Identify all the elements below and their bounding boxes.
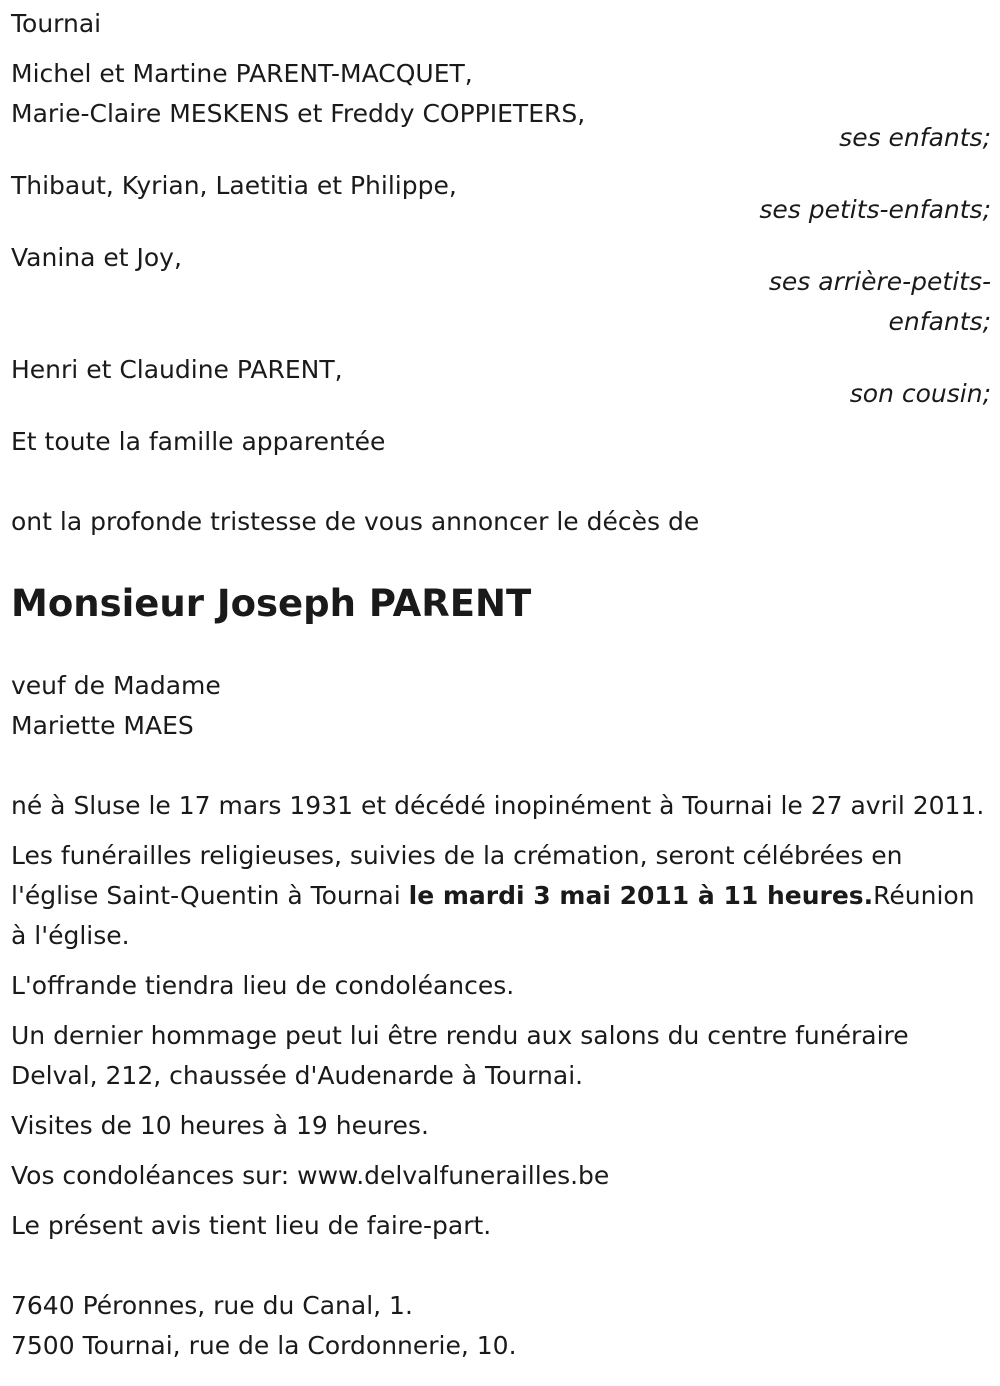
ceremony-date: le mardi 3 mai 2011 à 11 heures. [408, 881, 874, 910]
notice-text: Le présent avis tient lieu de faire-part. [11, 1211, 492, 1240]
visits-text: Visites de 10 heures à 19 heures. [11, 1111, 429, 1140]
cousin-role: son cousin; [849, 379, 991, 408]
obituary-notice [11, 4, 991, 1366]
address-2: 7500 Tournai, rue de la Cordonnerie, 10. [11, 1331, 517, 1360]
children-role: ses enfants; [839, 123, 991, 152]
widow-line-1: veuf de Madame [11, 671, 221, 700]
addresses-block [11, 1286, 991, 1366]
grandchildren-names: Thibaut, Kyrian, Laetitia et Philippe, [11, 171, 457, 200]
funeral-ceremony [11, 836, 991, 956]
great-grandchildren-block [11, 238, 991, 342]
widow-block [11, 666, 991, 746]
ceremony-after: Réunion à l'église. [11, 881, 975, 950]
birth-death-text: né à Sluse le 17 mars 1931 et décédé inopinément à Tournai le 27 avril 2011. [11, 791, 985, 820]
tribute-text: Un dernier hommage peut lui être rendu aux salons du centre funéraire Delval, 212, chaussée d'Audenarde à Tournai. [11, 1021, 909, 1090]
children-block [11, 54, 991, 158]
cousin-names: Henri et Claudine PARENT, [11, 355, 343, 384]
children-line-2: Marie-Claire MESKENS et Freddy COPPIETERS, [11, 99, 586, 128]
great-grandchildren-role-2: enfants; [888, 307, 991, 336]
great-grandchildren-names: Vanina et Joy, [11, 243, 182, 272]
grandchildren-role: ses petits-enfants; [759, 195, 991, 224]
city-header: Tournai [11, 9, 102, 38]
extended-family: Et toute la famille apparentée [11, 427, 386, 456]
children-line-1: Michel et Martine PARENT-MACQUET, [11, 59, 473, 88]
announcement-intro: ont la profonde tristesse de vous annoncer le décès de [11, 507, 700, 536]
address-1: 7640 Péronnes, rue du Canal, 1. [11, 1291, 413, 1320]
cousin-block [11, 350, 991, 414]
grandchildren-block [11, 166, 991, 230]
condolences-text: Vos condoléances sur: www.delvalfunerailles.be [11, 1161, 610, 1190]
deceased-name: Monsieur Joseph PARENT [11, 582, 532, 625]
great-grandchildren-role-1: ses arrière-petits- [768, 267, 991, 296]
offering-text: L'offrande tiendra lieu de condoléances. [11, 971, 515, 1000]
ceremony-text: Les funérailles religieuses, suivies de la crémation, seront célébrées en l'église Saint-Quentin à Tournai [11, 841, 903, 910]
widow-line-2: Mariette MAES [11, 711, 194, 740]
